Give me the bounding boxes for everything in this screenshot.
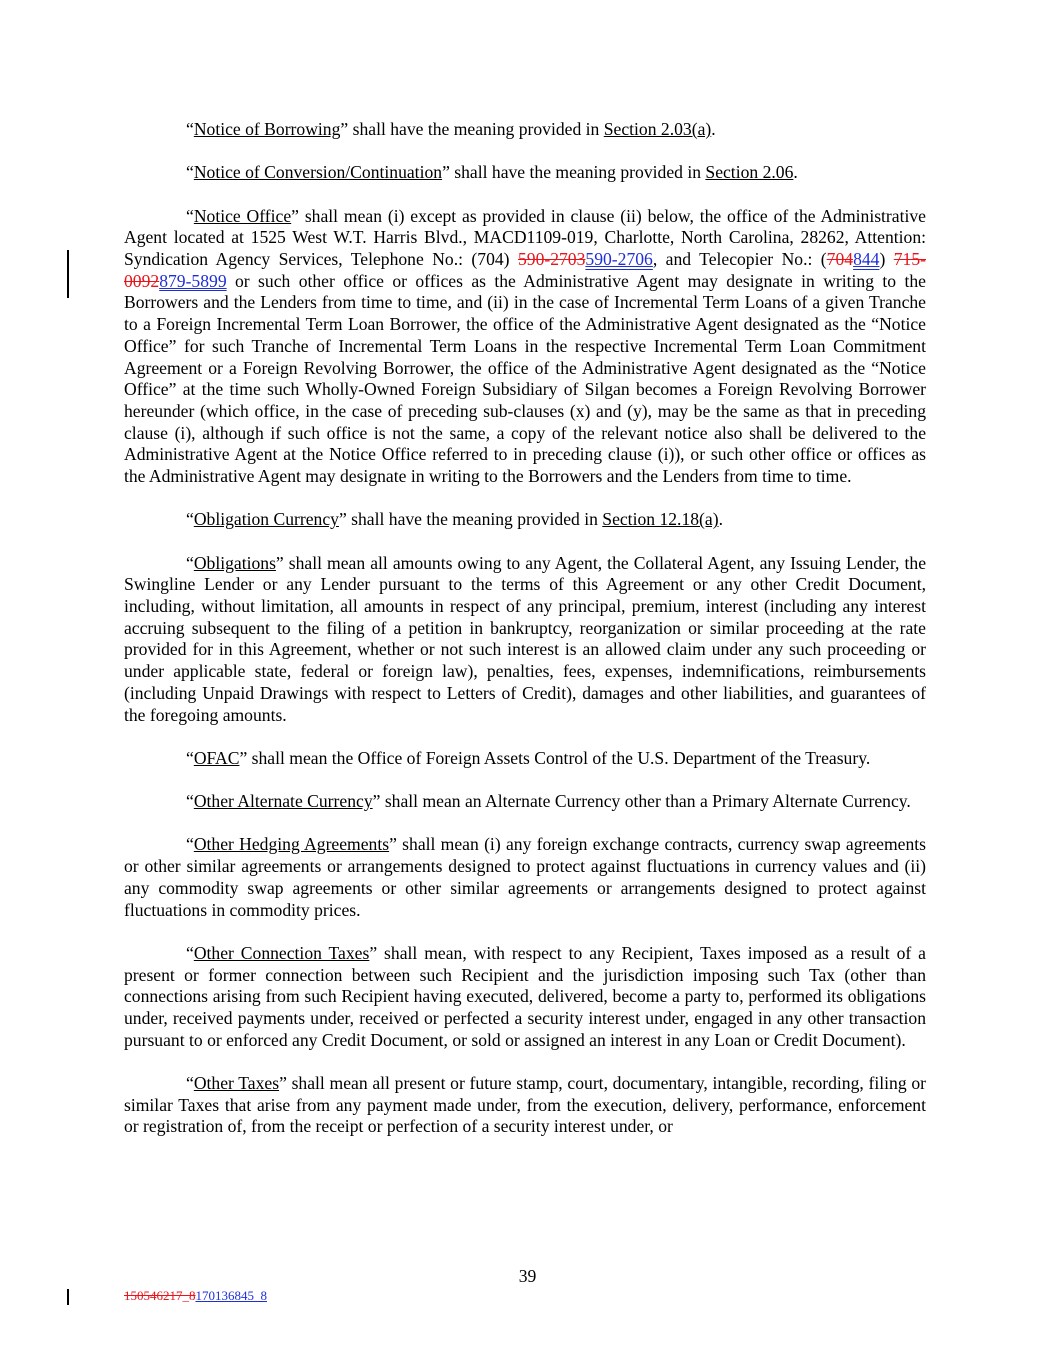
- text-run: “: [186, 552, 194, 573]
- text-run: ” shall mean all present or future stamp, court, documentary, intangible, recording, filing or similar Taxes that arise from any payment made under, from the execution, delivery, performance, enforcement or registration of, from the receipt or perfection of a security interest under, or: [124, 1072, 926, 1137]
- text-run: .: [711, 119, 716, 139]
- defined-term: Obligations: [193, 552, 276, 573]
- defined-term: Section 12.18(a): [602, 509, 719, 530]
- text-run: ” shall mean (i) any foreign exchange contracts, currency swap agreements or other similar agreements or arrangements designed to protect against fluctuations in currency values and (ii) any commodity swap agreements or other similar agreements or arrangements designed to protect against fluctuations in commodity prices.: [124, 834, 927, 920]
- text-run: “: [186, 942, 194, 963]
- text-run: .: [793, 162, 798, 183]
- text-run: .: [718, 509, 723, 530]
- defined-term: OFAC: [193, 747, 240, 768]
- definition-paragraph: [124, 834, 926, 921]
- inserted-text: 879-5899: [159, 270, 227, 291]
- definition-paragraph: [124, 1073, 926, 1138]
- definition-paragraph: [124, 943, 926, 1052]
- text-run: “: [186, 747, 194, 768]
- defined-term: Other Taxes: [193, 1072, 280, 1093]
- text-run: “: [186, 119, 194, 139]
- deleted-text: 715-0092: [124, 249, 926, 291]
- text-run: or such other office or offices as the Administrative Agent may designate in writing to the Borrowers and the Lenders from time to time, and (ii) in the case of Incremental Term Loans of a given Tranche to a Foreign Incremental Term Loan Borrower, the office of the Administrative Agent designated as the “Notice Office” for such Tranche of Incremental Term Loans in the respective Incremental Term Loan Commitment Agreement or a Foreign Revolving Borrower, the office of the Administrative Agent designated as the “Notice Office” at the time such Wholly-Owned Foreign Subsidiary of Silgan becomes a Foreign Revolving Borrower hereunder (which office, in the case of preceding sub-clauses (x) and (y), may be the same as that in preceding clause (i), although if such office is not the same, a copy of the relevant notice also shall be delivered to the Administrative Agent at the Notice Office referred to in preceding clause (i)), or such other office or offices as the Administrative Agent may designate in writing to the Borrowers and the Lenders from time to time.: [124, 270, 926, 487]
- deleted-text: 590-2703: [517, 249, 586, 269]
- text-run: ): [879, 249, 894, 269]
- text-run: ” shall have the meaning provided in: [340, 119, 604, 139]
- text-run: “: [186, 509, 194, 530]
- deleted-text: 704: [826, 249, 854, 269]
- text-run: ” shall mean an Alternate Currency other than a Primary Alternate Currency.: [372, 791, 911, 812]
- document-id-deleted: 150546217_8: [124, 1288, 196, 1303]
- definition-paragraph: [124, 553, 926, 727]
- defined-term: Section 2.06: [705, 162, 794, 183]
- text-run: “: [186, 162, 194, 183]
- page-number: 39: [518, 1266, 537, 1286]
- text-run: ” shall mean the Office of Foreign Assets Control of the U.S. Department of the Treasury.: [239, 747, 871, 768]
- defined-term: Obligation Currency: [193, 509, 339, 530]
- defined-term: Section 2.03(a): [603, 119, 712, 139]
- text-run: ” shall have the meaning provided in: [442, 162, 706, 183]
- text-run: ” shall mean (i) except as provided in clause (ii) below, the office of the Administrative Agent located at 1525 West W.T. Harris Blvd., MACD1109-019, Charlotte, North Carolina, 28262, Attention: Syndication Agency Services, Telephone No.: (704): [124, 205, 926, 269]
- definition-paragraph: [124, 119, 926, 141]
- text-run: “: [186, 1072, 194, 1093]
- text-run: , and Telecopier No.: (: [652, 249, 827, 269]
- change-bar: [67, 250, 69, 298]
- text-run: “: [186, 791, 194, 812]
- document-id: [124, 1288, 267, 1304]
- defined-term: Other Alternate Currency: [193, 791, 373, 812]
- inserted-text: 590-2706: [585, 249, 653, 269]
- defined-term: Other Connection Taxes: [193, 942, 370, 963]
- definition-paragraph: [124, 162, 926, 184]
- definition-paragraph: [124, 748, 926, 770]
- defined-term: Notice of Borrowing: [193, 119, 341, 139]
- defined-term: Notice of Conversion/Continuation: [193, 162, 443, 183]
- text-run: “: [186, 834, 194, 855]
- definition-paragraph: [124, 206, 926, 488]
- inserted-text: 844: [853, 249, 880, 269]
- document-body: [124, 119, 926, 1160]
- change-bar: [67, 1289, 69, 1305]
- definition-paragraph: [124, 509, 926, 531]
- text-run: “: [186, 205, 194, 226]
- text-run: ” shall mean all amounts owing to any Agent, the Collateral Agent, any Issuing Lender, the Swingline Lender or any Lender pursuant to the terms of this Agreement or any other Credit Document, including, without limitation, all amounts in respect of any principal, premium, interest (including any interest accruing subsequent to the filing of a petition in bankruptcy, reorganization or similar proceeding at the rate provided for in this Agreement, whether or not such interest is an allowed claim under any such proceeding or under applicable state, federal or foreign law), penalties, fees, expenses, indemnifications, reimbursements (including Unpaid Drawings with respect to Letters of Credit), damages and other liabilities, and guarantees of the foregoing amounts.: [124, 552, 926, 725]
- defined-term: Other Hedging Agreements: [193, 834, 390, 855]
- defined-term: Notice Office: [193, 205, 292, 226]
- text-run: ” shall mean, with respect to any Recipient, Taxes imposed as a result of a present or former connection between such Recipient and the jurisdiction imposing such Tax (other than connections arising from such Recipient having executed, delivered, become a party to, performed its obligations under, received payments under, received or perfected a security interest under, engaged in any other transaction pursuant to or enforced any Credit Document, or sold or assigned an interest in any Loan or Credit Document).: [124, 942, 926, 1050]
- document-id-inserted: 170136845_8: [195, 1288, 267, 1303]
- definition-paragraph: [124, 791, 926, 813]
- text-run: ” shall have the meaning provided in: [338, 509, 603, 530]
